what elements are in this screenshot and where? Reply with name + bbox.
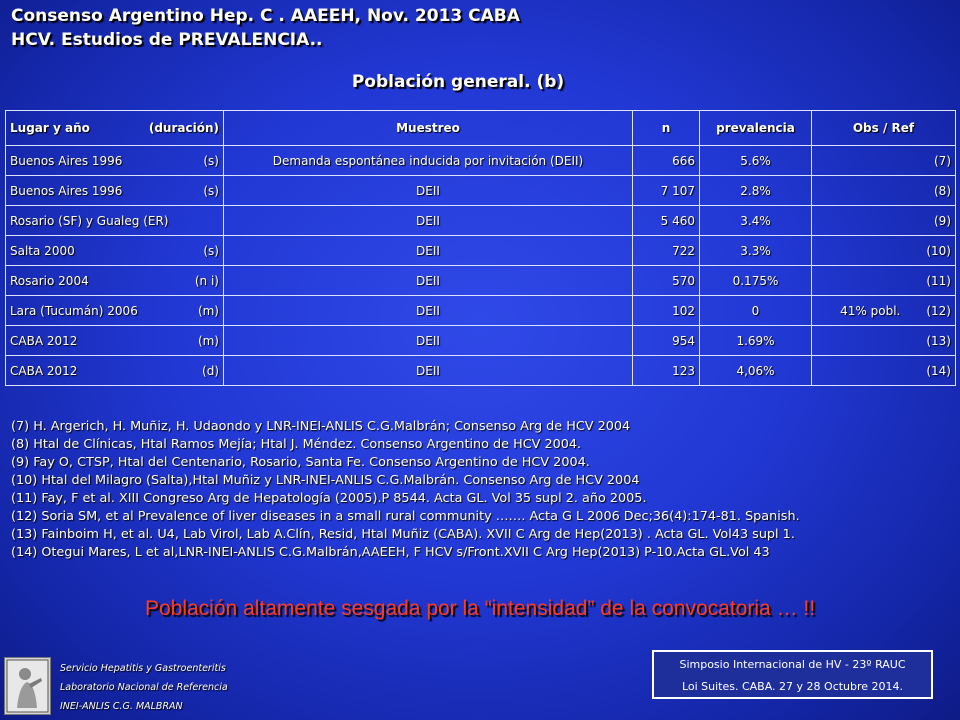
cell-lugar-text: Rosario (SF) y Gualeg (ER)	[10, 213, 169, 228]
reference-item: (14) Otegui Mares, L et al,LNR-INEI-ANLIS C.G.Malbrán,AAEEH, F HCV s/Front.XVII C Arg Hep(2013) P-10.Acta GL.Vol 43	[11, 545, 770, 560]
table-row	[6, 266, 956, 296]
cell-obs	[812, 326, 956, 356]
cell-prevalencia: 3.3%	[700, 236, 812, 266]
cell-n: 102	[633, 296, 700, 326]
cell-lugar-text: Lara (Tucumán) 2006	[10, 303, 138, 318]
header-muestreo: Muestreo	[224, 111, 633, 146]
cell-muestreo: DEII	[224, 176, 633, 206]
table-row	[6, 146, 956, 176]
institution-logo-icon	[4, 657, 51, 715]
cell-duracion-text: (n i)	[194, 273, 219, 288]
cell-lugar-text: Buenos Aires 1996	[10, 153, 123, 168]
prevalence-table	[5, 110, 956, 386]
cell-duracion-text: (s)	[203, 153, 219, 168]
slide-title-line2: HCV. Estudios de PREVALENCIA..	[11, 30, 323, 50]
cell-lugar	[6, 266, 224, 296]
cell-n: 666	[633, 146, 700, 176]
cell-muestreo: DEII	[224, 356, 633, 386]
table-header-row	[6, 111, 956, 146]
cell-muestreo: DEII	[224, 266, 633, 296]
cell-prevalencia: 0	[700, 296, 812, 326]
cell-muestreo: Demanda espontánea inducida por invitación (DEII)	[224, 146, 633, 176]
cell-obs	[812, 176, 956, 206]
cell-prevalencia: 4,06%	[700, 356, 812, 386]
header-lugar-label: Lugar y año	[10, 121, 90, 135]
table-row	[6, 236, 956, 266]
cell-obs	[812, 356, 956, 386]
slide-subtitle: Población general. (b)	[351, 72, 565, 92]
cell-ref-text: (10)	[926, 243, 951, 258]
cell-duracion-text: (m)	[197, 303, 219, 318]
footer-institution	[60, 659, 228, 716]
cell-ref-text: (7)	[934, 153, 951, 168]
cell-n: 722	[633, 236, 700, 266]
cell-lugar	[6, 236, 224, 266]
cell-lugar-text: Salta 2000	[10, 243, 75, 258]
cell-lugar	[6, 296, 224, 326]
cell-obs	[812, 146, 956, 176]
cell-prevalencia: 3.4%	[700, 206, 812, 236]
conclusion-text: Población altamente sesgada por la “intensidad” de la convocatoria … !!	[144, 597, 816, 620]
table-row	[6, 356, 956, 386]
reference-item: (7) H. Argerich, H. Muñiz, H. Udaondo y LNR-INEI-ANLIS C.G.Malbrán; Consenso Arg de HCV 2004	[11, 419, 631, 434]
cell-prevalencia: 0.175%	[700, 266, 812, 296]
cell-prevalencia: 2.8%	[700, 176, 812, 206]
header-lugar	[6, 111, 224, 146]
cell-muestreo: DEII	[224, 326, 633, 356]
table-body	[6, 146, 956, 386]
cell-duracion-text: (s)	[203, 243, 219, 258]
symposium-line1: Simposio Internacional de HV - 23º RAUC	[679, 658, 906, 671]
header-duracion-label: (duración)	[148, 121, 219, 135]
cell-obs-text: 41% pobl.	[840, 303, 901, 318]
cell-ref-text: (8)	[934, 183, 951, 198]
references-list	[11, 418, 946, 562]
cell-muestreo: DEII	[224, 236, 633, 266]
cell-obs	[812, 296, 956, 326]
cell-n: 7 107	[633, 176, 700, 206]
cell-lugar-text: CABA 2012	[10, 363, 78, 378]
cell-ref-text: (11)	[926, 273, 951, 288]
cell-obs	[812, 266, 956, 296]
cell-muestreo: DEII	[224, 296, 633, 326]
cell-lugar	[6, 326, 224, 356]
cell-prevalencia: 5.6%	[700, 146, 812, 176]
reference-item: (13) Fainboim H, et al. U4, Lab Virol, Lab A.Clín, Resid, Htal Muñiz (CABA). XVII C Arg de Hep(2013) . Acta GL. Vol43 supl 1.	[11, 527, 795, 542]
cell-n: 5 460	[633, 206, 700, 236]
cell-duracion-text: (m)	[197, 333, 219, 348]
cell-n: 570	[633, 266, 700, 296]
cell-duracion-text: (s)	[203, 183, 219, 198]
cell-lugar	[6, 146, 224, 176]
cell-ref-text: (12)	[926, 303, 951, 318]
footer-line: INEI-ANLIS C.G. MALBRAN	[60, 701, 183, 712]
header-prevalencia: prevalencia	[700, 111, 812, 146]
footer-line: Servicio Hepatitis y Gastroenteritis	[60, 663, 226, 674]
cell-n: 123	[633, 356, 700, 386]
cell-lugar-text: Rosario 2004	[10, 273, 89, 288]
slide-title-line1: Consenso Argentino Hep. C . AAEEH, Nov. 2013 CABA	[11, 6, 520, 26]
header-obs: Obs / Ref	[812, 111, 956, 146]
cell-lugar	[6, 356, 224, 386]
cell-ref-text: (13)	[926, 333, 951, 348]
cell-duracion-text: (d)	[202, 363, 219, 378]
table-row	[6, 206, 956, 236]
cell-lugar-text: CABA 2012	[10, 333, 78, 348]
reference-item: (8) Htal de Clínicas, Htal Ramos Mejía; Htal J. Méndez. Consenso Argentino de HCV 2004.	[11, 437, 582, 452]
cell-ref-text: (9)	[934, 213, 951, 228]
reference-item: (10) Htal del Milagro (Salta),Htal Muñiz y LNR-INEI-ANLIS C.G.Malbrán. Consenso Arg de HCV 2004	[11, 473, 640, 488]
reference-item: (12) Soria SM, et al Prevalence of liver diseases in a small rural community ……. Acta G L 2006 Dec;36(4):174-81. Spanish.	[11, 509, 800, 524]
symposium-box	[652, 650, 933, 699]
cell-obs	[812, 206, 956, 236]
cell-lugar	[6, 176, 224, 206]
cell-lugar	[6, 206, 224, 236]
table-row	[6, 326, 956, 356]
cell-ref-text: (14)	[926, 363, 951, 378]
footer-line: Laboratorio Nacional de Referencia	[60, 682, 228, 693]
table-row	[6, 296, 956, 326]
cell-muestreo: DEII	[224, 206, 633, 236]
cell-obs	[812, 236, 956, 266]
cell-n: 954	[633, 326, 700, 356]
cell-prevalencia: 1.69%	[700, 326, 812, 356]
reference-item: (9) Fay O, CTSP, Htal del Centenario, Rosario, Santa Fe. Consenso Argentino de HCV 2004.	[11, 455, 590, 470]
symposium-line2: Loi Suites. CABA. 27 y 28 Octubre 2014.	[681, 680, 904, 693]
header-n: n	[633, 111, 700, 146]
table-row	[6, 176, 956, 206]
cell-lugar-text: Buenos Aires 1996	[10, 183, 123, 198]
logo-figure-icon	[5, 658, 50, 714]
reference-item: (11) Fay, F et al. XIII Congreso Arg de Hepatología (2005).P 8544. Acta GL. Vol 35 supl 2. año 2005.	[11, 491, 647, 506]
